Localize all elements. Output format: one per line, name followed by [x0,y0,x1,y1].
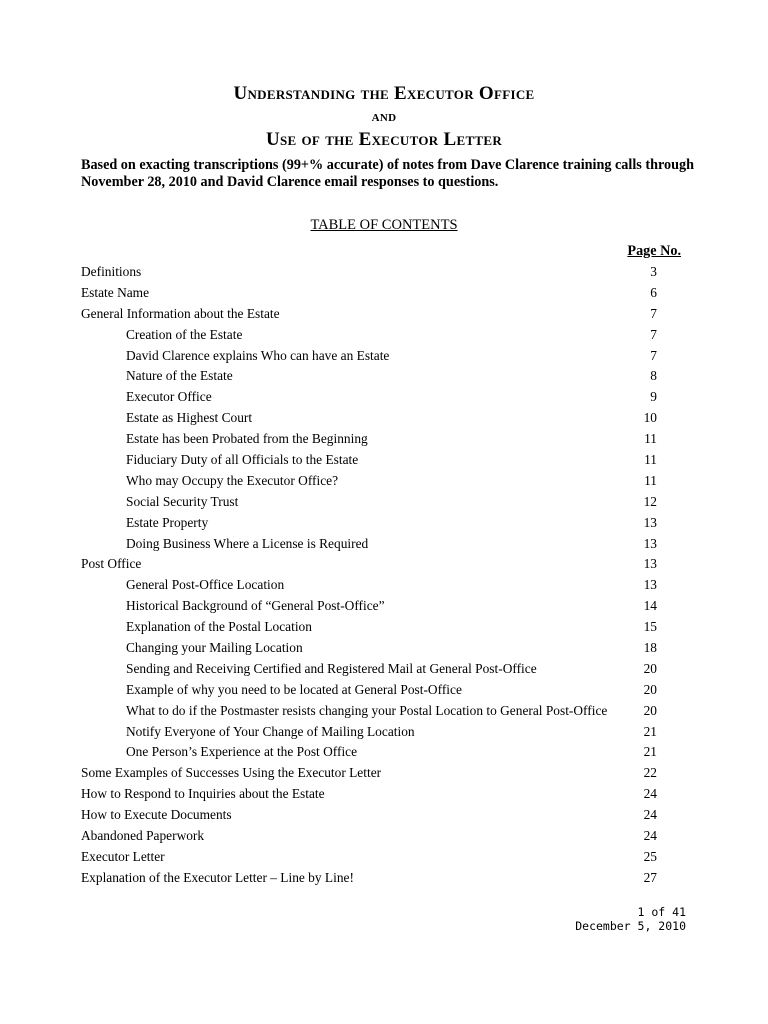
document-title: Understanding the Executor Office [233,83,535,104]
toc-entry-page: 21 [643,744,657,760]
toc-entry-label: Doing Business Where a License is Required [126,535,369,551]
toc-entry [81,387,681,408]
toc-entry [81,847,681,868]
toc-entry-label: Executor Letter [81,848,165,864]
toc-entry-page: 22 [643,765,657,781]
toc-entry [81,659,681,680]
toc-entry [81,429,681,450]
toc-entry-page: 8 [650,368,657,384]
toc-entry-label: Some Examples of Successes Using the Executor Letter [81,765,382,781]
toc-entry-page: 24 [643,807,657,823]
toc-entry [81,408,681,429]
toc-entry [81,346,681,367]
toc-entry-label: Example of why you need to be located at General Post-Office [126,681,462,697]
toc-entry-label: Estate Property [126,514,209,530]
toc-entry-label: Abandoned Paperwork [81,828,205,844]
toc-entry-label: Estate has been Probated from the Beginning [126,431,368,447]
toc-entry-label: Sending and Receiving Certified and Registered Mail at General Post-Office [126,660,537,676]
toc-entry-label: Social Security Trust [126,493,239,509]
toc-entry-label: How to Respond to Inquiries about the Estate [81,786,325,802]
toc-entry-label: Executor Office [126,389,212,405]
toc-entry [81,325,681,346]
toc-entry [81,638,681,659]
toc-entry [81,304,681,325]
toc-entry-label: General Information about the Estate [81,305,280,321]
toc-entry [81,763,681,784]
toc-entry-label: Explanation of the Postal Location [126,619,312,635]
toc-entry-page: 9 [650,389,657,405]
toc-entry-page: 20 [643,702,657,718]
toc-entry-label: Explanation of the Executor Letter – Line by Line! [81,869,354,885]
toc-entry-page: 13 [643,556,657,572]
toc-entry-label: Historical Background of “General Post-Office” [126,598,385,614]
toc-entry-page: 24 [643,786,657,802]
toc-entry-page: 20 [643,681,657,697]
toc-entry-page: 7 [650,347,657,363]
toc-entry-page: 18 [643,640,657,656]
toc-entry-page: 15 [643,619,657,635]
toc-entry-page: 7 [650,326,657,342]
toc-entry [81,722,681,743]
toc-entry-label: General Post-Office Location [126,577,285,593]
toc-heading: TABLE OF CONTENTS [310,217,458,233]
toc-entry-label: Post Office [81,556,142,572]
footer-page-count: 1 of 41 [637,905,686,919]
toc-entry [81,471,681,492]
toc-entry [81,680,681,701]
toc-entry-label: How to Execute Documents [81,807,232,823]
toc-entry [81,492,681,513]
toc-entry-page: 27 [643,869,657,885]
toc-entry [81,701,681,722]
document-title-second-line: Use of the Executor Letter [265,129,503,150]
toc-entry-page: 13 [643,514,657,530]
toc-entry [81,262,681,283]
toc-entry-page: 11 [644,452,657,468]
document-subtitle: Based on exacting transcriptions (99+% accurate) of notes from Dave Clarence training calls through November 28, 2010 and David Clarence email responses to questions. [81,157,694,190]
toc-entry-label: Creation of the Estate [126,326,243,342]
toc-entry-label: David Clarence explains Who can have an Estate [126,347,390,363]
toc-entry-page: 7 [650,305,657,321]
page-number-column-heading: Page No. [627,243,681,259]
toc-entry-page: 13 [643,535,657,551]
toc-entry [81,575,681,596]
toc-entry-label: One Person’s Experience at the Post Office [126,744,358,760]
toc-entry-label: Estate as Highest Court [126,410,253,426]
toc-entry-page: 13 [643,577,657,593]
toc-entry-page: 24 [643,828,657,844]
toc-entry-label: What to do if the Postmaster resists changing your Postal Location to General Post-Office [126,702,608,718]
toc-entry-label: Fiduciary Duty of all Officials to the Estate [126,452,359,468]
toc-entry-page: 11 [644,431,657,447]
toc-entry-label: Definitions [81,264,142,279]
toc-entry [81,283,681,304]
toc-entry [81,513,681,534]
toc-entry-page: 11 [644,472,657,488]
toc-entry [81,617,681,638]
toc-entry-page: 25 [643,848,657,864]
toc-entry [81,868,681,889]
toc-entry-page: 6 [650,284,657,300]
toc-entry [81,450,681,471]
toc-entry-page: 14 [643,598,657,614]
document-title-conjunction: and [371,109,397,125]
toc-entry [81,596,681,617]
toc-entry-label: Estate Name [81,284,150,300]
toc-entry-page: 10 [643,410,657,426]
table-of-contents [81,262,681,889]
toc-entry-label: Who may Occupy the Executor Office? [126,472,339,488]
toc-entry [81,366,681,387]
footer-date: December 5, 2010 [575,919,686,933]
toc-entry [81,534,681,555]
toc-entry-label: Changing your Mailing Location [126,640,303,656]
toc-entry-label: Nature of the Estate [126,368,233,384]
toc-entry-label: Notify Everyone of Your Change of Mailing Location [126,723,415,739]
toc-entry-page: 12 [643,493,657,509]
toc-entry [81,805,681,826]
toc-entry-page: 3 [650,264,657,279]
toc-entry [81,784,681,805]
toc-entry [81,554,681,575]
toc-entry [81,742,681,763]
toc-entry [81,826,681,847]
toc-entry-page: 20 [643,660,657,676]
toc-entry-page: 21 [643,723,657,739]
